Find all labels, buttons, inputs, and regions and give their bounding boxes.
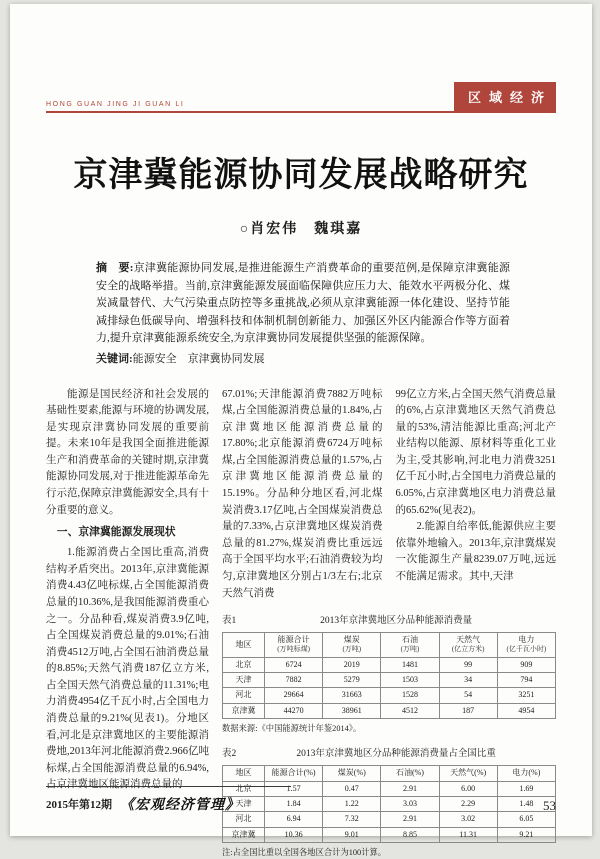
issue-text: 2015年第12期 <box>46 799 112 811</box>
table-cell: 6.05 <box>497 812 555 827</box>
table-cell: 1.57 <box>265 781 323 796</box>
table-header-row <box>223 633 556 657</box>
table-cell: 1.22 <box>323 797 381 812</box>
table-cell: 2.91 <box>381 812 439 827</box>
table-cell: 4512 <box>381 703 439 718</box>
table-cell: 2.29 <box>439 797 497 812</box>
table-cell: 9.01 <box>323 827 381 842</box>
table-header-cell: 天然气 (亿立方米) <box>439 633 497 657</box>
table-header-cell: 能源合计 (万吨标煤) <box>265 633 323 657</box>
page-footer <box>46 786 556 814</box>
journal-pinyin-text: HONG GUAN JING JI GUAN LI <box>46 101 185 108</box>
table-cell: 1481 <box>381 657 439 672</box>
table-cell: 187 <box>439 703 497 718</box>
abstract-label: 摘 要: <box>96 262 134 274</box>
footer-issue-block <box>46 786 291 814</box>
table-cell: 54 <box>439 688 497 703</box>
table-cell: 3.03 <box>381 797 439 812</box>
table-cell: 7.32 <box>323 812 381 827</box>
section-banner: 区域经济 <box>454 82 556 111</box>
table-header-cell: 天然气(%) <box>439 766 497 781</box>
table-cell: 2.91 <box>381 781 439 796</box>
body-paragraph: 67.01%;天津能源消费7882万吨标煤,占全国能源消费总量的1.84%,占京津冀地区能源消费总量的17.80%;北京能源消费6724万吨标煤,占全国能源消费总量的1.57%,占京津冀地区能源消费总量的15.19%。分品种分地区看,河北煤炭消费3.17亿吨,占全国煤炭消费总量的7.33%,占京津冀地区煤炭消费总量的81.27%,煤炭消费比重远远高于全国平均水平;石油消费较为均匀,京津冀地区分别占1/3左右;北京天然气消费 <box>222 388 383 599</box>
table-header-cell: 地区 <box>223 633 265 657</box>
table-header-cell: 石油(%) <box>381 766 439 781</box>
table-cell: 44270 <box>265 703 323 718</box>
body-paragraph: 2.能源自给率低,能源供应主要依靠外地输入。2013年,京津冀煤炭一次能源生产量8239.07万吨,远远不能满足需求。其中,天津 <box>395 521 556 582</box>
table-row <box>223 703 556 718</box>
body-paragraph: 99亿立方米,占全国天然气消费总量的6%,占京津冀地区天然气消费总量的53%,清洁能源比重高;河北产业结构以能源、原材料等重化工业为主,受其影响,河北电力消费3251亿千瓦小时,占全国电力消费总量的6.05%,占京津冀地区电力消费总量的65.62%(见表2)。 <box>395 388 556 516</box>
table-cell: 34 <box>439 672 497 687</box>
body-text-row <box>222 387 556 603</box>
table1-block <box>222 614 556 735</box>
abstract-paragraph <box>96 260 510 348</box>
table-row <box>223 672 556 687</box>
table-cell: 1.84 <box>265 797 323 812</box>
table-cell: 1.48 <box>497 797 555 812</box>
table-cell: 0.47 <box>323 781 381 796</box>
table2-title: 2013年京津冀地区分品种能源消费量占全国比重 <box>296 749 496 760</box>
table-cell: 794 <box>497 672 555 687</box>
body-column-2 <box>222 387 383 603</box>
row-header-cell: 河北 <box>223 812 265 827</box>
table-header-cell: 能源合计(%) <box>265 766 323 781</box>
table-cell: 11.31 <box>439 827 497 842</box>
table-cell: 1.69 <box>497 781 555 796</box>
table-cell: 9.21 <box>497 827 555 842</box>
row-header-cell: 京津冀 <box>223 703 265 718</box>
table-cell: 4954 <box>497 703 555 718</box>
table-cell: 29664 <box>265 688 323 703</box>
row-header-cell: 天津 <box>223 797 265 812</box>
energy-consumption-table <box>222 632 556 719</box>
table1-title: 2013年京津冀地区分品种能源消费量 <box>320 616 473 627</box>
table-cell: 38961 <box>323 703 381 718</box>
row-header-cell: 北京 <box>223 657 265 672</box>
table-cell: 1503 <box>381 672 439 687</box>
article-title: 京津冀能源协同发展战略研究 <box>73 156 529 194</box>
table-row <box>223 688 556 703</box>
body-column-3 <box>396 387 557 603</box>
table2-label: 表2 <box>222 749 237 760</box>
table1-source-note: 数据来源:《中国能源统计年鉴2014》。 <box>222 724 362 734</box>
table-cell: 6.94 <box>265 812 323 827</box>
table-cell: 2019 <box>323 657 381 672</box>
table-cell: 909 <box>497 657 555 672</box>
table-header-cell: 电力(%) <box>497 766 555 781</box>
table-cell: 6.00 <box>439 781 497 796</box>
table2-caption <box>222 747 556 762</box>
journal-page <box>10 4 592 858</box>
keywords-line <box>96 351 510 369</box>
table1-label: 表1 <box>222 616 237 627</box>
table-row <box>223 827 556 842</box>
abstract-text: 京津冀能源协同发展,是推进能源生产消费革命的重要范例,是保障京津冀能源安全的战略举措。当前,京津冀能源发展面临保障供应压力大、能效水平两极分化、煤炭减量替代、大气污染重点防控等多重挑战,必须从京津冀能源一体化建设、坚持节能减排绿色低碳导向、增强科技和体制机制创新能力、加强区外区内能源合作等方面着力,提升京津冀能源系统安全,为京津冀协同发展提供坚强的能源保障。 <box>96 262 511 345</box>
table-row <box>223 657 556 672</box>
body-paragraph: 能源是国民经济和社会发展的基础性要素,能源与环境的协调发展,是实现京津冀协同发展的重要前提。未来10年是我国全面推进能源生产和消费革命的关键时期,京津冀能源协同发展,对于推进能源革命先行示范,保障京津冀能源安全,具有十分重要的意义。 <box>46 388 209 516</box>
table2-note: 注:占全国比重以全国各地区合计为100计算。 <box>222 848 387 858</box>
table-header-cell: 地区 <box>223 766 265 781</box>
table-header-cell: 煤炭(%) <box>323 766 381 781</box>
table-cell: 31663 <box>323 688 381 703</box>
row-header-cell: 京津冀 <box>223 827 265 842</box>
table-cell: 3251 <box>497 688 555 703</box>
table-cell: 8.85 <box>381 827 439 842</box>
page-header <box>46 82 556 113</box>
table1-caption <box>222 614 556 629</box>
table-row <box>223 812 556 827</box>
keywords-label: 关键词: <box>96 352 133 365</box>
table-cell: 3.02 <box>439 812 497 827</box>
table-cell: 10.36 <box>265 827 323 842</box>
article-authors: ○肖宏伟 魏琪嘉 <box>239 222 363 237</box>
table-cell: 7882 <box>265 672 323 687</box>
table-header-cell: 煤炭 (万吨) <box>323 633 381 657</box>
table-header-row <box>223 766 556 781</box>
table-header-cell: 石油 (万吨) <box>381 633 439 657</box>
keywords-text: 能源安全 京津冀协同发展 <box>132 352 265 365</box>
body-paragraph: 1.能源消费占全国比重高,消费结构矛盾突出。2013年,京津冀能源消费4.43亿吨标煤,占全国能源消费总量的10.36%,是我国能源消费重心之一。分品种看,煤炭消费3.9亿吨,占全国煤炭消费总量的9.01%;石油消费4512万吨,占全国石油消费总量的8.85%;天然气消费187亿立方米,占全国天然气消费总量的11.31%;电力消费4954亿千瓦小时,占全国电力消费总量的9.21%(见表1)。分地区看,河北是京津冀地区的主要能源消费地,2013年河北能源消费2.966亿吨标煤,占全国能源消费总量的6.94%,占京津冀地区能源消费总量的 <box>46 547 209 791</box>
journal-logo: 《宏观经济管理》 <box>120 798 240 813</box>
page-number: 53 <box>543 798 556 813</box>
table-cell: 6724 <box>265 657 323 672</box>
row-header-cell: 北京 <box>223 781 265 796</box>
row-header-cell: 天津 <box>223 672 265 687</box>
table-cell: 99 <box>439 657 497 672</box>
table-header-cell: 电力 (亿千瓦小时) <box>497 633 555 657</box>
table-cell: 5279 <box>323 672 381 687</box>
section-heading: 一、京津冀能源发展现状 <box>56 526 176 539</box>
table-cell: 1528 <box>381 688 439 703</box>
row-header-cell: 河北 <box>223 688 265 703</box>
